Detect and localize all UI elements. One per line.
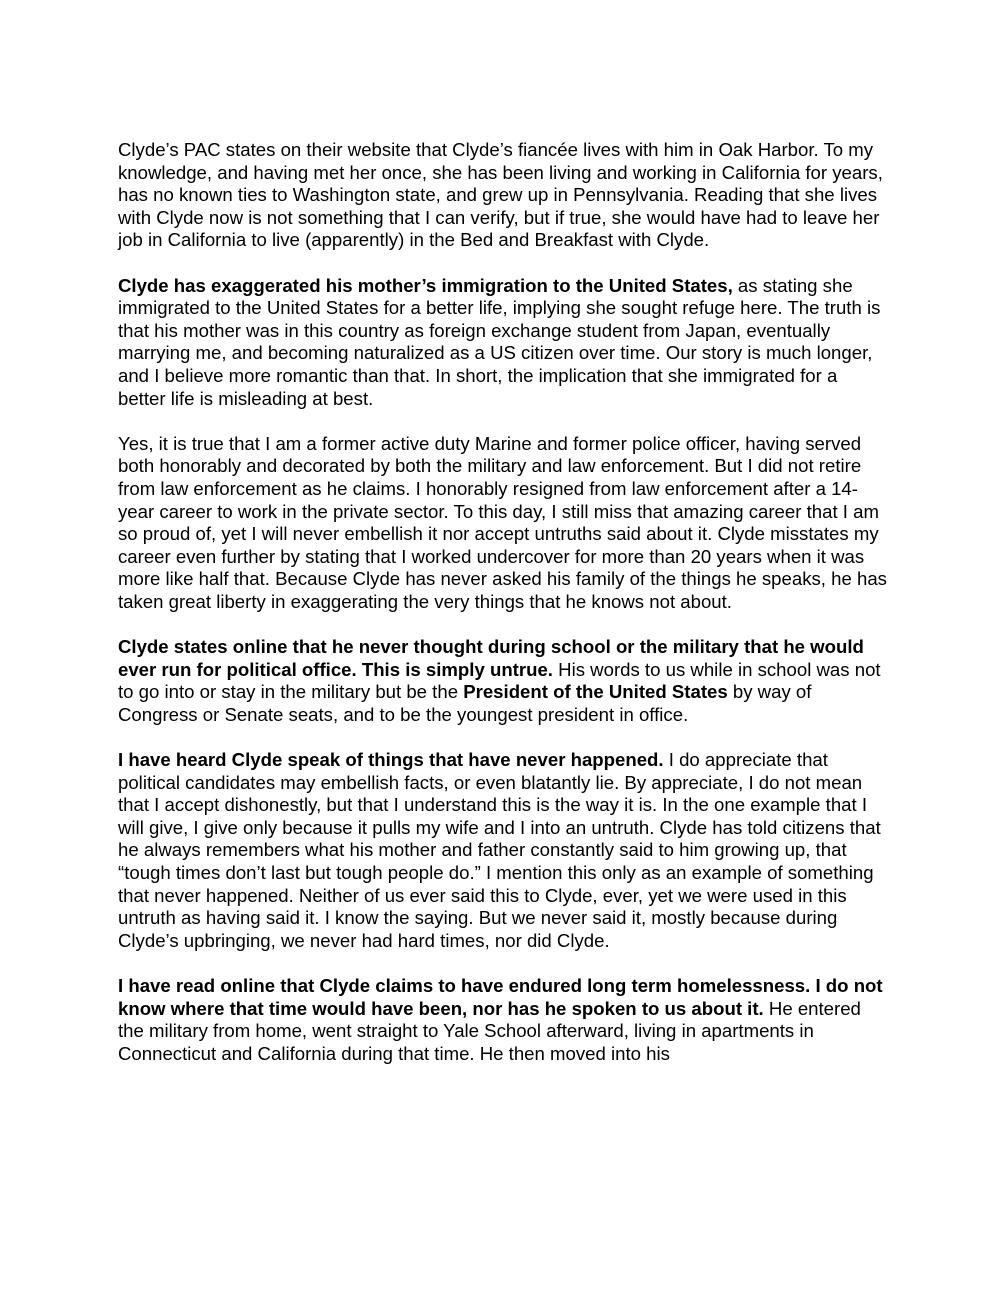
paragraph-political-office: [118, 636, 888, 726]
paragraph-text: as stating she immigrated to the United States for a better life, implying she sought refuge here. The truth is that his mother was in this country as foreign exchange student from Japan, eventually marrying me, and becoming naturalized as a US citizen over time. Our story is much longer, and I believe more romantic than that. In short, the implication that she immigrated for a better life is misleading at best.: [118, 274, 881, 409]
paragraph-text: Clyde’s PAC states on their website that Clyde’s fiancée lives with him in Oak Harbor. To my knowledge, and having met her once, she has been living and working in California for years, has no known ties to Washington state, and grew up in Pennsylvania. Reading that she lives with Clyde now is not something that I can verify, but if true, she would have had to leave her job in California to live (apparently) in the Bed and Breakfast with Clyde.: [118, 139, 883, 251]
paragraph-text: by way of Congress or Senate seats, and to be the youngest president in office.: [118, 681, 812, 725]
paragraph-heading: I have read online that Clyde claims to have endured long term homelessness. I do not know where that time would have been, nor has he spoken to us about it.: [118, 974, 883, 1019]
paragraph-homelessness: [118, 975, 888, 1065]
paragraph-mother-immigration: [118, 275, 888, 411]
paragraph-text: Yes, it is true that I am a former active duty Marine and former police officer, having served both honorably and decorated by both the military and law enforcement. But I did not retire from law enforcement as he claims. I honorably resigned from law enforcement after a 14-year career to work in the private sector. To this day, I still miss that amazing career that I am so proud of, yet I will never embellish it nor accept untruths said about it. Clyde misstates my career even further by stating that I worked undercover for more than 20 years when it was more like half that. Because Clyde has never asked his family of the things he speaks, he has taken great liberty in exaggerating the very things that he knows not about.: [118, 432, 887, 612]
paragraph-text: He entered the military from home, went straight to Yale School afterward, living in apartments in Connecticut and California during that time. He then moved into his: [118, 997, 861, 1064]
paragraph-heading: Clyde states online that he never thought during school or the military that he would ever run for political office. This is simply untrue.: [118, 636, 864, 680]
paragraph-text: His words to us while in school was not to go into or stay in the military but be the: [118, 658, 881, 703]
document-page: [118, 139, 888, 1088]
paragraph-fiancee: [118, 139, 888, 252]
paragraph-heading: Clyde has exaggerated his mother’s immigration to the United States,: [118, 274, 733, 296]
paragraph-heading: I have heard Clyde speak of things that have never happened.: [118, 749, 664, 771]
paragraph-emphasis: President of the United States: [463, 681, 728, 703]
paragraph-text: I do appreciate that political candidates may embellish facts, or even blatantly lie. By appreciate, I do not mean that I accept dishonestly, but that I understand this is the way it is. In the one example that I will give, I give only because it pulls my wife and I into an untruth. Clyde has told citizens that he always remembers what his mother and father constantly said to him growing up, that “tough times don’t last but tough people do.” I mention this only as an example of something that never happened. Neither of us ever said this to Clyde, ever, yet we were used in this untruth as having said it. I know the saying. But we never said it, mostly because during Clyde’s upbringing, we never had hard times, nor did Clyde.: [118, 749, 881, 951]
paragraph-law-enforcement-career: [118, 433, 888, 614]
paragraph-things-never-happened: [118, 749, 888, 952]
